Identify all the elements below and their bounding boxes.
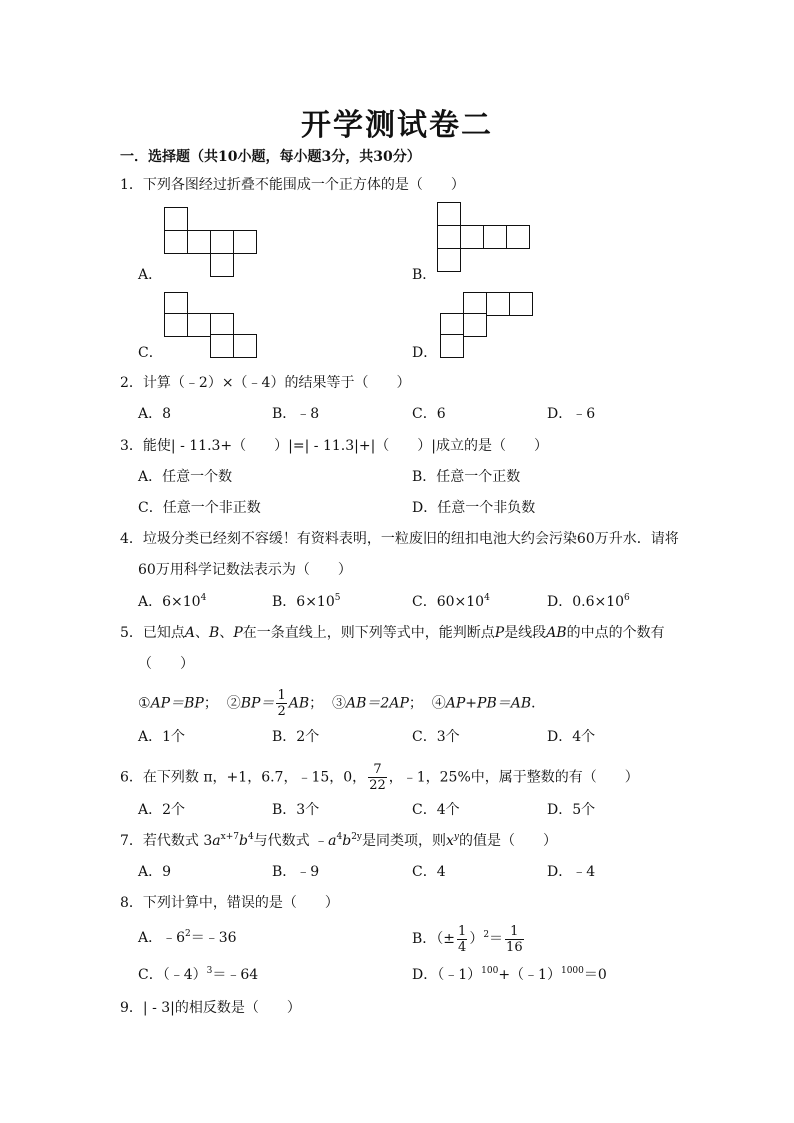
q4-option-a: A．$6\times 10^4$ (138, 593, 207, 610)
q2-option-d: D．﹣6 (547, 406, 596, 422)
q3-option-d: D．任意一个非负数 (412, 500, 536, 516)
q4-option-c: C．$60\times 10^4$ (412, 593, 490, 610)
q7-option-d: D．﹣4 (547, 864, 596, 880)
q1-option-b-label: B． (412, 267, 437, 283)
q6-option-c: C．4个 (412, 802, 460, 818)
question-5-stem-line2: （ ） (138, 656, 194, 672)
question-5-conditions: ①AP＝BP； ②BP＝ $\frac{1}{2}$ AB； ③AB＝2AP； ④AP+PB＝AB． (138, 688, 546, 719)
q5-option-a: A．1个 (138, 729, 186, 745)
q1-option-d-label: D． (412, 345, 438, 361)
q5-option-b: B．2个 (272, 729, 320, 745)
q8-option-b: B．（± $\frac{1}{4}$ ）$^2$＝ $\frac{1}{16}$ (412, 923, 523, 955)
q3-option-b: B．任意一个正数 (412, 469, 521, 485)
section-heading: 一．选择题（共10小题，每小题3分，共30分） (120, 149, 421, 165)
q6-option-d: D．5个 (547, 802, 596, 818)
q6-option-b: B．3个 (272, 802, 320, 818)
q1-option-a-label: A． (138, 267, 163, 283)
question-1-stem: 1．下列各图经过折叠不能围成一个正方体的是（ ） (120, 177, 465, 193)
question-4-stem-line2: 60万用科学记数法表示为（ ） (138, 562, 352, 578)
q4-option-b: B．$6\times 10^5$ (272, 593, 341, 610)
question-8-stem: 8．下列计算中，错误的是（ ） (120, 895, 339, 911)
q6-option-a: A．2个 (138, 802, 186, 818)
q2-option-b: B．﹣8 (272, 406, 320, 422)
q3-option-a: A．任意一个数 (138, 469, 233, 485)
q8-option-d: D．（﹣1）$^{100}$+（﹣1）$^{1000}$＝0 (412, 966, 607, 983)
q5-option-c: C．3个 (412, 729, 460, 745)
q2-option-c: C．6 (412, 406, 446, 422)
q7-option-a: A．9 (138, 864, 172, 880)
question-9-stem: 9．| - 3|的相反数是（ ） (120, 1000, 301, 1016)
question-4-stem-line1: 4．垃圾分类已经刻不容缓！有资料表明，一粒废旧的纽扣电池大约会污染60万升水．请将 (120, 531, 679, 547)
question-5-stem-line1: 5．已知点A、B、P在一条直线上，则下列等式中，能判断点P是线段AB的中点的个数有 (120, 625, 665, 641)
question-7-stem: 7．若代数式 $3a^{x+7}b^4$与代数式 $﹣a^4b^{2y}$是同类项，则$x^y$的值是（ ） (120, 832, 557, 849)
question-6-stem: 6．在下列数 π，+1，6.7，﹣15，0， $\frac{7}{22}$ ，﹣1，25%中，属于整数的有（ ） (120, 762, 639, 793)
q8-option-c: C．（﹣4）$^3$＝﹣64 (138, 966, 259, 983)
q8-option-a: A．$﹣6^2=﹣36$ (138, 929, 237, 946)
page-title: 开学测试卷二 (301, 108, 493, 143)
q4-option-d: D．$0.6\times 10^6$ (547, 593, 630, 610)
question-2-stem: 2．计算（﹣2）×（﹣4）的结果等于（ ） (120, 375, 411, 391)
q2-option-a: A．8 (138, 406, 172, 422)
question-3-stem: 3．能使| - 11.3+（ ）|=| - 11.3|+|（ ）|成立的是（ ） (120, 438, 549, 454)
q5-option-d: D．4个 (547, 729, 596, 745)
q1-option-c-label: C． (138, 345, 163, 361)
q7-option-c: C．4 (412, 864, 446, 880)
q3-option-c: C．任意一个非正数 (138, 500, 261, 516)
q7-option-b: B．﹣9 (272, 864, 320, 880)
